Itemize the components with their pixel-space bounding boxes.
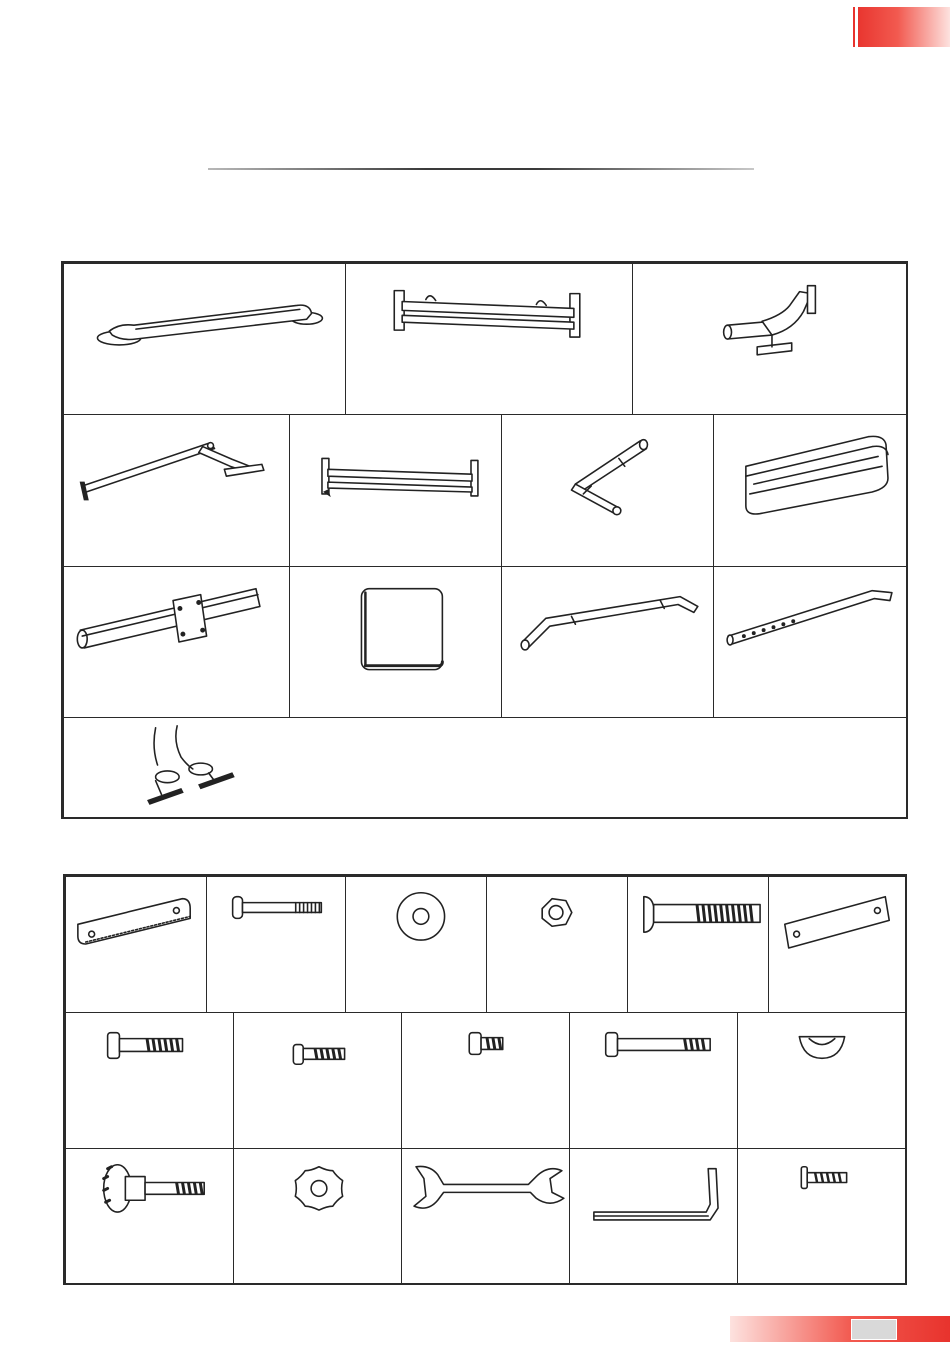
allen-key-icon bbox=[570, 1149, 737, 1284]
hex-bolt-small-icon bbox=[234, 1013, 401, 1148]
hw-cell-arc-washer bbox=[737, 1012, 907, 1149]
hw-cell-curved-washer-plate bbox=[65, 876, 207, 1013]
part-cell-curved-handle-bar bbox=[501, 566, 714, 718]
adjustment-rail-icon bbox=[714, 567, 907, 717]
header-accent-edge bbox=[853, 7, 859, 47]
hw-cell-star-knob bbox=[233, 1148, 402, 1285]
title-underline bbox=[208, 168, 754, 170]
l-handle-icon bbox=[502, 415, 713, 566]
part-cell-foot-pads bbox=[63, 717, 908, 819]
hw-cell-hex-bolt-short bbox=[401, 1012, 570, 1149]
hex-bolt-medium-icon bbox=[66, 1013, 233, 1148]
footer-accent-bar bbox=[730, 1316, 950, 1342]
part-cell-back-cushion bbox=[713, 414, 908, 567]
base-rail-icon bbox=[64, 264, 345, 414]
part-cell-rear-support-frame bbox=[63, 414, 290, 567]
flat-washer-icon bbox=[346, 877, 486, 1012]
part-cell-cross-bar bbox=[289, 414, 502, 567]
arc-washer-icon bbox=[738, 1013, 906, 1148]
hw-cell-flat-washer bbox=[345, 876, 487, 1013]
hw-cell-hex-bolt-medium bbox=[65, 1012, 234, 1149]
knob-pin-icon bbox=[66, 1149, 233, 1284]
hw-cell-carriage-bolt bbox=[627, 876, 769, 1013]
foot-pads-icon bbox=[64, 718, 907, 818]
phillips-screw-icon bbox=[738, 1149, 906, 1284]
open-end-wrench-icon bbox=[402, 1149, 569, 1284]
curved-handle-bar-icon bbox=[502, 567, 713, 717]
hw-cell-long-bolt bbox=[206, 876, 346, 1013]
part-cell-seat-post-bracket bbox=[632, 263, 908, 415]
lock-nut-icon bbox=[487, 877, 627, 1012]
hex-bolt-short-icon bbox=[402, 1013, 569, 1148]
part-cell-l-handle bbox=[501, 414, 714, 567]
long-bolt-icon bbox=[207, 877, 345, 1012]
rear-support-frame-icon bbox=[64, 415, 289, 566]
header-accent-tab bbox=[855, 7, 950, 47]
hw-cell-phillips-screw bbox=[737, 1148, 907, 1285]
parts-grid bbox=[61, 261, 908, 819]
hw-cell-lock-nut bbox=[486, 876, 628, 1013]
hw-cell-hex-bolt-small bbox=[233, 1012, 402, 1149]
part-cell-adjustment-rail bbox=[713, 566, 908, 718]
star-knob-icon bbox=[234, 1149, 401, 1284]
hw-cell-hex-bolt-long bbox=[569, 1012, 738, 1149]
hardware-grid bbox=[63, 874, 907, 1285]
carriage-bolt-icon bbox=[628, 877, 768, 1012]
part-cell-front-cross-frame bbox=[345, 263, 633, 415]
seat-pad-icon bbox=[290, 567, 501, 717]
flat-plate-icon bbox=[769, 877, 906, 1012]
seat-post-bracket-icon bbox=[633, 264, 907, 414]
part-cell-seat-pad bbox=[289, 566, 502, 718]
back-cushion-icon bbox=[714, 415, 907, 566]
hw-cell-flat-plate bbox=[768, 876, 907, 1013]
part-cell-tube-with-plate bbox=[63, 566, 290, 718]
tube-with-plate-icon bbox=[64, 567, 289, 717]
hw-cell-allen-key bbox=[569, 1148, 738, 1285]
hw-cell-knob-pin bbox=[65, 1148, 234, 1285]
hex-bolt-long-icon bbox=[570, 1013, 737, 1148]
page-number-box bbox=[851, 1319, 897, 1340]
front-cross-frame-icon bbox=[346, 264, 632, 414]
hw-cell-open-end-wrench bbox=[401, 1148, 570, 1285]
part-cell-base-rail bbox=[63, 263, 346, 415]
curved-washer-plate-icon bbox=[66, 877, 206, 1012]
cross-bar-icon bbox=[290, 415, 501, 566]
